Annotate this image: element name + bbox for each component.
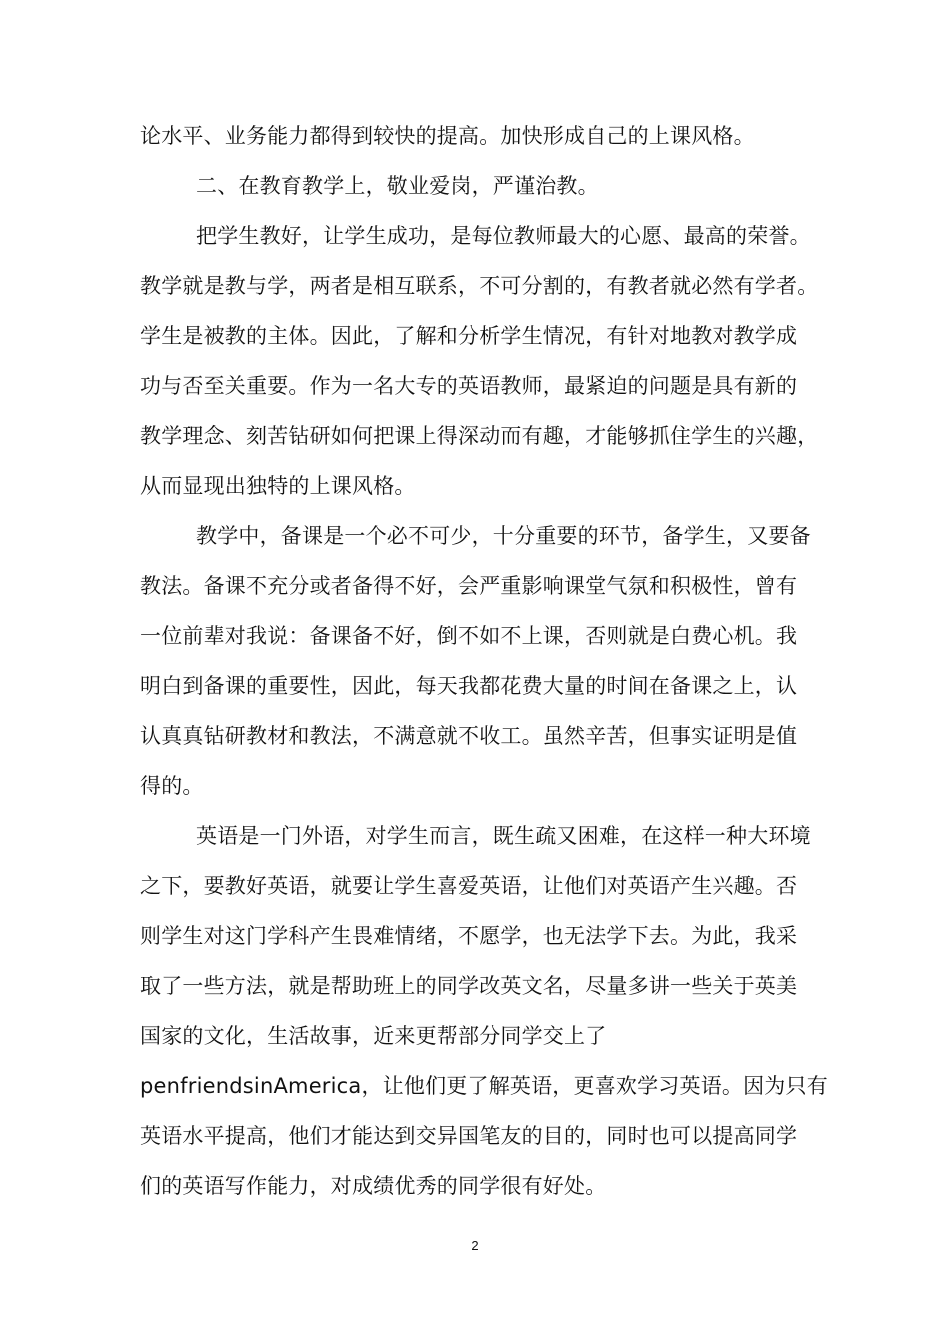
text-line: 之下，要教好英语，就要让学生喜爱英语，让他们对英语产生兴趣。否 [140, 874, 798, 898]
text-line: 们的英语写作能力，对成绩优秀的同学很有好处。 [140, 1174, 607, 1198]
text-line: 取了一些方法，就是帮助班上的同学改英文名，尽量多讲一些关于英美 [140, 974, 798, 998]
text-line: 从而显现出独特的上课风格。 [140, 474, 416, 498]
text-line: 认真真钻研教材和教法，不满意就不收工。虽然辛苦，但事实证明是值 [140, 724, 798, 748]
text-line: 得的。 [140, 774, 204, 798]
text-line: 教学就是教与学，两者是相互联系，不可分割的，有教者就必然有学者。 [140, 274, 819, 298]
text-line: 明白到备课的重要性，因此，每天我都花费大量的时间在备课之上，认 [140, 674, 798, 698]
section-heading: 二、在教育教学上，敬业爱岗，严谨治教。 [196, 174, 599, 198]
text-line: 则学生对这门学科产生畏难情绪，不愿学，也无法学下去。为此，我采 [140, 924, 798, 948]
text-line: 论水平、业务能力都得到较快的提高。加快形成自己的上课风格。 [140, 124, 755, 148]
text-line: penfriendsinAmerica，让他们更了解英语，更喜欢学习英语。因为只有 [140, 1074, 828, 1098]
text-line: 英语是一门外语，对学生而言，既生疏又困难，在这样一种大环境 [196, 824, 811, 848]
text-line: 学生是被教的主体。因此，了解和分析学生情况，有针对地教对教学成 [140, 324, 798, 348]
text-line: 教法。备课不充分或者备得不好，会严重影响课堂气氛和积极性，曾有 [140, 574, 798, 598]
text-line: 英语水平提高，他们才能达到交异国笔友的目的，同时也可以提高同学 [140, 1124, 798, 1148]
text-line: 教学理念、刻苦钻研如何把课上得深动而有趣，才能够抓住学生的兴趣， [140, 424, 819, 448]
text-line: 国家的文化，生活故事，近来更帮部分同学交上了 [140, 1024, 607, 1048]
text-line: 一位前辈对我说：备课备不好，倒不如不上课，否则就是白费心机。我 [140, 624, 798, 648]
text-line: 把学生教好，让学生成功，是每位教师最大的心愿、最高的荣誉。 [196, 224, 811, 248]
text-line: 功与否至关重要。作为一名大专的英语教师，最紧迫的问题是具有新的 [140, 374, 798, 398]
page-number: 2 [471, 1238, 479, 1253]
text-line: 教学中，备课是一个必不可少，十分重要的环节，备学生，又要备 [196, 524, 811, 548]
